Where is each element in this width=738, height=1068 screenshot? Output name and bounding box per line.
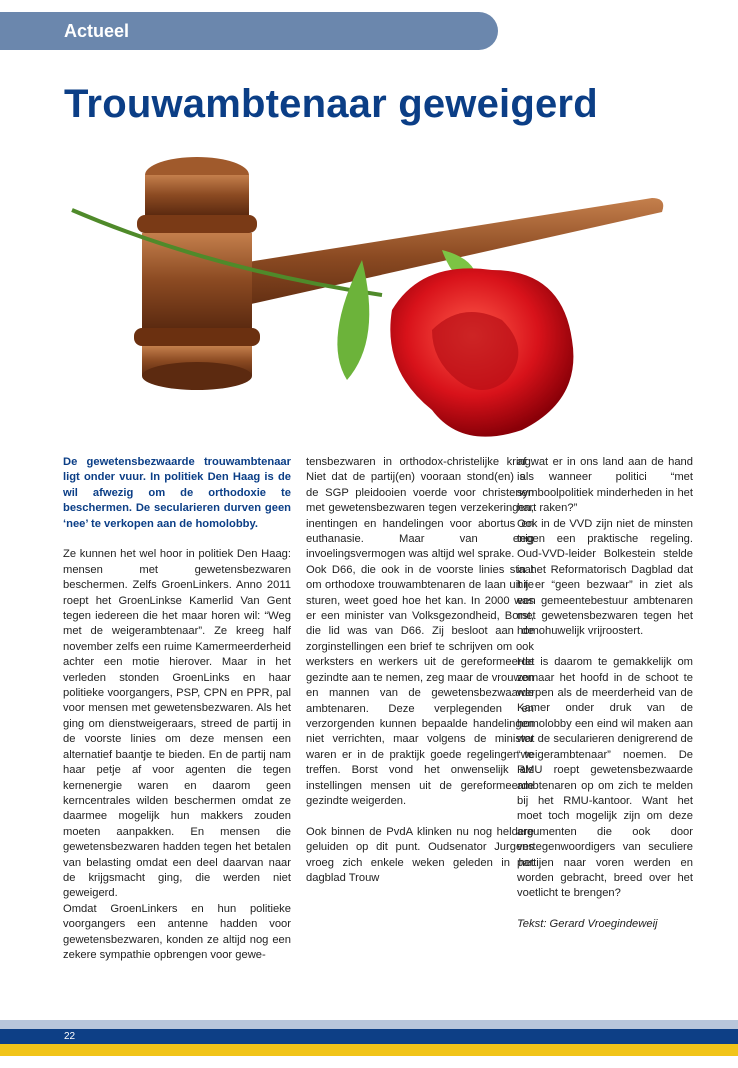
byline: Tekst: Gerard Vroegindeweij: [517, 918, 658, 931]
paragraph: Ook D66, die ook in de voorste linies staat om orthodoxe trouwambtenaren de laan uit te sturen, weet goed hoe het kan. In 2000 was er een minister van Volksgezondheid, Borst, die lid was van D66. Zij besloot aan de zorginstellingen een brief te schrijven om ook werksters en werkers uit de gereformeerde gezindte aan te nemen, zeg maar de vrouwen en mannen van de gewetensbezwaarde ambtenaren. Deze verplegenden en verzorgenden kunnen bepaalde handelingen niet verrichten, maar volgens de minister waren er in de praktijk goede regelingen te treffen. Borst vond het onwenselijk als instellingen mensen uit de gereformeerde gezindte weigerden.: [306, 563, 534, 807]
article-title: Trouwambtenaar geweigerd: [64, 82, 598, 126]
paragraph: Ze kunnen het wel hoor in politiek Den Haag: mensen met gewetensbezwaren beschermen. Zelfs GroenLinkers. Anno 2011 roept het GroenLinkse Kamerlid Van Gent tegen iedereen die het maar horen wil: “Weg met de weigerambtenaar”. Ze kreeg half november zelfs een ruime Kamermeerderheid achter een motie hierover. Maar in het verleden stonden GroenLinks en haar politieke voorgangers, PSP, CPN en PPR, pal voor mensen met gewetensbezwaren. Als het ging om dienstweigeraars, streed de partij in de voorste linies om deze mensen een alternatief baantje te bieden. En de partij nam haar petje af voor agenten die tegen kernenergie waren en daarom geen kerncentrales wilden beschermen omdat ze daarmee mogelijk hun makkers zouden moeten aanpakken. En mensen die gewetensbezwaren hadden tegen het betalen van belasting omdat een deel daarvan naar de krijgsmacht ging, die werden niet geweigerd.: [63, 548, 291, 900]
gavel-with-red-rose-photo: [62, 140, 682, 450]
footer-stripe-yellow: [0, 1044, 738, 1056]
section-label: Actueel: [64, 21, 130, 41]
paragraph: Ook in de VVD zijn niet de minsten tegen een praktische regeling. Oud-VVD-leider Bolkestein stelde in het Reformatorisch Dagblad dat hij er “geen bezwaar” in ziet als een gemeentebestuur ambtenaren met gewetensbezwaren tegen het homohuwelijk vrijroostert.: [517, 517, 693, 638]
section-tab: [0, 12, 498, 50]
footer-stripe-light: [0, 1020, 738, 1029]
footer-stripe-blue: [0, 1029, 738, 1044]
paragraph: af wat er in ons land aan de hand is wanneer politici “met symboolpolitiek minderheden in het hart raken?”: [517, 456, 693, 515]
paragraph: tensbezwaren in orthodox-christelijke kring. Niet dat de partij(en) vooraan stond(en) als de SGP pleidooien voerde voor christenen met gewetensbezwaren tegen verzekeringen, inentingen en handelingen voor abortus en euthanasie. Maar van enig invoelingsvermogen was altijd wel sprake.: [306, 456, 534, 561]
article-lead: De gewetensbezwaarde trouwambtenaar ligt onder vuur. In politiek Den Haag is de wil afwezig om de orthodoxie te beschermen. De secularieren durven geen ‘nee’ te verkopen aan de homolobby.: [63, 456, 291, 530]
paragraph: Ook binnen de PvdA klinken nu nog heldere geluiden op dit punt. Oudsenator Jurgens vroeg zich enkele weken geleden in het dagblad Trouw: [306, 825, 534, 884]
article-column-3: [517, 455, 693, 933]
page-number: 22: [64, 1031, 76, 1042]
article-column-1: [63, 455, 291, 963]
paragraph: Het is daarom te gemakkelijk om zomaar het hoofd in de schoot te werpen als de meerderheid van de Kamer onder druk van de homolobby een eind wil maken aan wat de secularieren denigrerend de “weigerambtenaar” noemen. De RMU roept gewetensbezwaarde ambtenaren op om zich te melden bij het RMU-kantoor. Want het moet toch mogelijk zijn om deze argumenten die ook door vertegenwoordigers van seculiere partijen naar voren werden en worden gebracht, breed over het voetlicht te brengen?: [517, 656, 693, 900]
paragraph: Omdat GroenLinkers en hun politieke voorgangers een antenne hadden voor gewetensbezwaren, konden ze altijd nog een zekere sympathie opbrengen voor gewe-: [63, 902, 291, 961]
article-column-2: [306, 455, 534, 886]
